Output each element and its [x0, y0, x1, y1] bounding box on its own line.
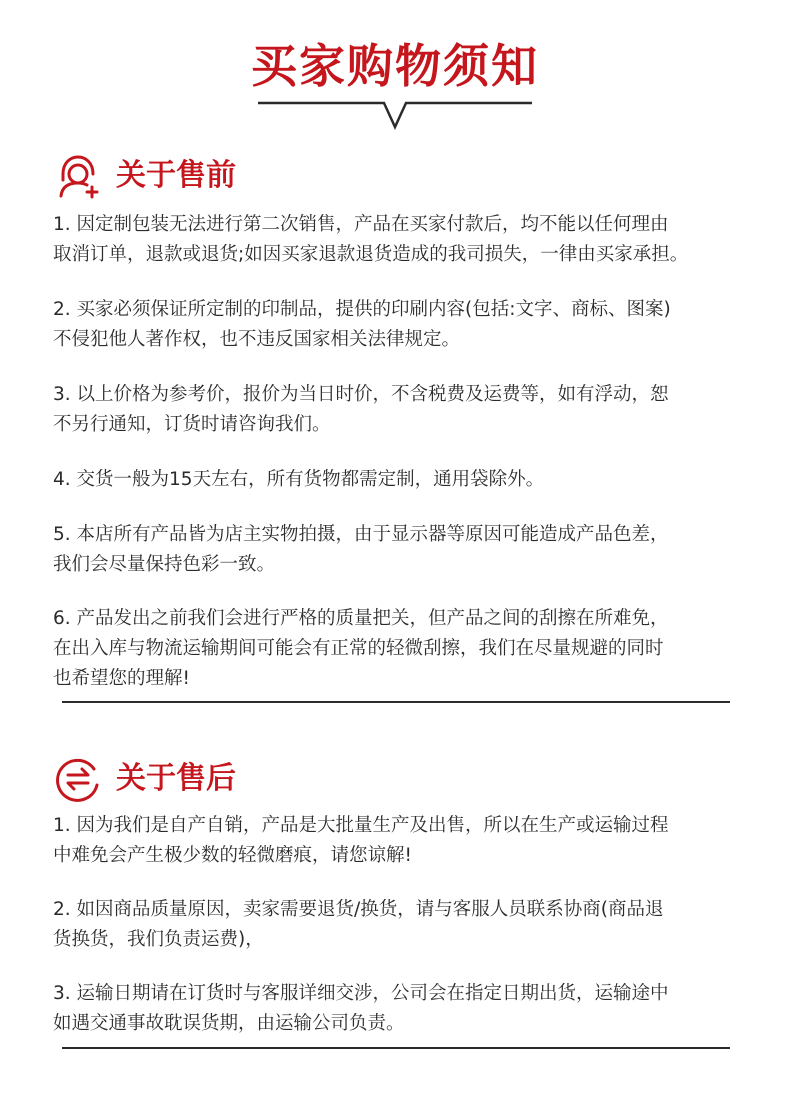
presale-heading	[54, 152, 454, 200]
aftersale-divider	[62, 1047, 730, 1049]
presale-item-6: 6. 产品发出之前我们会进行严格的质量把关，但产品之间的刮擦在所难免， 在出入库与物流运输期间可能会有正常的轻微刮擦，我们在尽量规避的同时 也希望您的理解!	[53, 608, 669, 689]
presale-item-4: 4. 交货一般为15天左右，所有货物都需定制，通用袋除外。	[53, 469, 545, 490]
page-title: 买家购物须知	[251, 39, 539, 93]
title-underline-chevron	[258, 100, 532, 130]
exchange-circle-icon	[54, 755, 102, 803]
presale-item-1: 1. 因定制包装无法进行第二次销售，产品在买家付款后，均不能以任何理由 取消订单，退款或退货;如因买家退款退货造成的我司损失，一律由买家承担。	[53, 214, 689, 265]
aftersale-item-1: 1. 因为我们是自产自销，产品是大批量生产及出售，所以在生产或运输过程 中难免会产生极少数的轻微磨痕，请您谅解!	[53, 815, 669, 866]
presale-item-3: 3. 以上价格为参考价，报价为当日时价，不含税费及运费等，如有浮动，恕 不另行通知，订货时请咨询我们。	[53, 384, 669, 435]
aftersale-item-3: 3. 运输日期请在订货时与客服详细交涉，公司会在指定日期出货，运输途中 如遇交通事故耽误货期，由运输公司负责。	[53, 983, 669, 1034]
presale-divider	[62, 701, 730, 703]
headset-user-icon	[54, 152, 102, 200]
aftersale-heading-text: 关于售后	[116, 761, 236, 796]
presale-heading-text: 关于售前	[116, 158, 236, 193]
presale-item-5: 5. 本店所有产品皆为店主实物拍摄，由于显示器等原因可能造成产品色差， 我们会尽量保持色彩一致。	[53, 524, 669, 575]
aftersale-heading	[54, 755, 454, 803]
presale-item-2: 2. 买家必须保证所定制的印制品，提供的印刷内容(包括:文字、商标、图案) 不侵犯他人著作权，也不违反国家相关法律规定。	[53, 299, 671, 350]
aftersale-item-2: 2. 如因商品质量原因，卖家需要退货/换货，请与客服人员联系协商(商品退 货换货，我们负责运费)，	[53, 899, 664, 950]
